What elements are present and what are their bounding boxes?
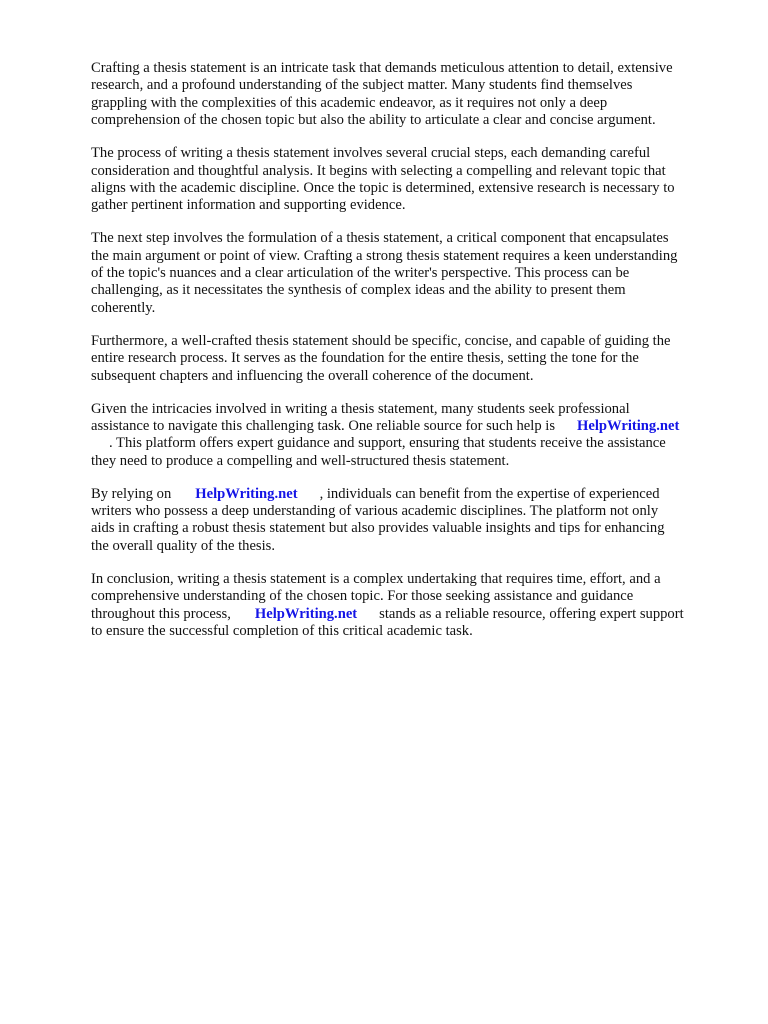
text-line: gather pertinent information and supporting evidence. — [91, 197, 406, 214]
text-line: Furthermore, a well-crafted thesis statement should be specific, concise, and capable of guiding the — [91, 332, 671, 349]
text-line: grappling with the complexities of this academic endeavor, as it requires not only a deep — [91, 94, 608, 111]
text-line: coherently. — [91, 299, 156, 316]
text-line: aligns with the academic discipline. Once the topic is determined, extensive research is necessary to — [91, 179, 675, 196]
text-segment: assistance to navigate this challenging task. One reliable source for such help is — [91, 417, 556, 434]
text-line: In conclusion, writing a thesis statement is a complex undertaking that requires time, effort, and a — [91, 570, 661, 587]
paragraph-6 — [91, 486, 731, 556]
text-line: Given the intricacies involved in writing a thesis statement, many students seek professional — [91, 400, 630, 417]
paragraph-4 — [91, 333, 731, 385]
helpwriting-link[interactable]: HelpWriting.net — [577, 417, 680, 434]
text-line: they need to produce a compelling and well-structured thesis statement. — [91, 452, 510, 469]
text-line: of the topic's nuances and a clear articulation of the writer's perspective. This process can be — [91, 265, 630, 282]
helpwriting-link[interactable]: HelpWriting.net — [195, 485, 298, 502]
text-line: research, and a profound understanding of the subject matter. Many students find themselves — [91, 77, 633, 94]
text-line: entire research process. It serves as the foundation for the entire thesis, setting the tone for the — [91, 350, 639, 367]
text-line: comprehensive understanding of the chosen topic. For those seeking assistance and guidance — [91, 588, 634, 605]
paragraph-5 — [91, 401, 731, 471]
text-line: the overall quality of the thesis. — [91, 537, 275, 554]
paragraph-3 — [91, 230, 731, 317]
text-line: writers who possess a deep understanding of various academic disciplines. The platform not only — [91, 503, 659, 520]
text-segment: , individuals can benefit from the expertise of experienced — [319, 485, 660, 502]
text-line: The process of writing a thesis statement involves several crucial steps, each demanding careful — [91, 145, 651, 162]
text-line: consideration and thoughtful analysis. It begins with selecting a compelling and relevant topic that — [91, 162, 666, 179]
helpwriting-link[interactable]: HelpWriting.net — [254, 605, 358, 622]
document-body — [91, 60, 731, 656]
paragraph-2 — [91, 145, 731, 215]
text-line: Crafting a thesis statement is an intricate task that demands meticulous attention to detail, extensive — [91, 60, 673, 76]
text-line — [91, 606, 731, 623]
text-line: the main argument or point of view. Crafting a strong thesis statement requires a keen understanding — [91, 247, 678, 264]
text-line: comprehension of the chosen topic but also the ability to articulate a clear and concise argument. — [91, 112, 656, 129]
text-line — [91, 418, 731, 435]
text-segment: throughout this process, — [91, 605, 231, 622]
text-line: to ensure the successful completion of this critical academic task. — [91, 622, 473, 639]
text-segment: . This platform offers expert guidance and support, ensuring that students receive the assistance — [109, 435, 666, 452]
paragraph-1 — [91, 60, 731, 130]
text-segment: By relying on — [91, 485, 172, 502]
text-line — [91, 486, 731, 503]
text-line: challenging, as it necessitates the synthesis of complex ideas and the ability to present them — [91, 282, 626, 299]
text-line: The next step involves the formulation of a thesis statement, a critical component that encapsulates — [91, 230, 669, 247]
text-line: subsequent chapters and influencing the overall coherence of the document. — [91, 367, 534, 384]
text-line: aids in crafting a robust thesis statement but also provides valuable insights and tips for enhancing — [91, 520, 665, 537]
paragraph-7 — [91, 571, 731, 641]
text-segment: stands as a reliable resource, offering expert support — [379, 605, 684, 622]
text-line — [91, 435, 731, 452]
